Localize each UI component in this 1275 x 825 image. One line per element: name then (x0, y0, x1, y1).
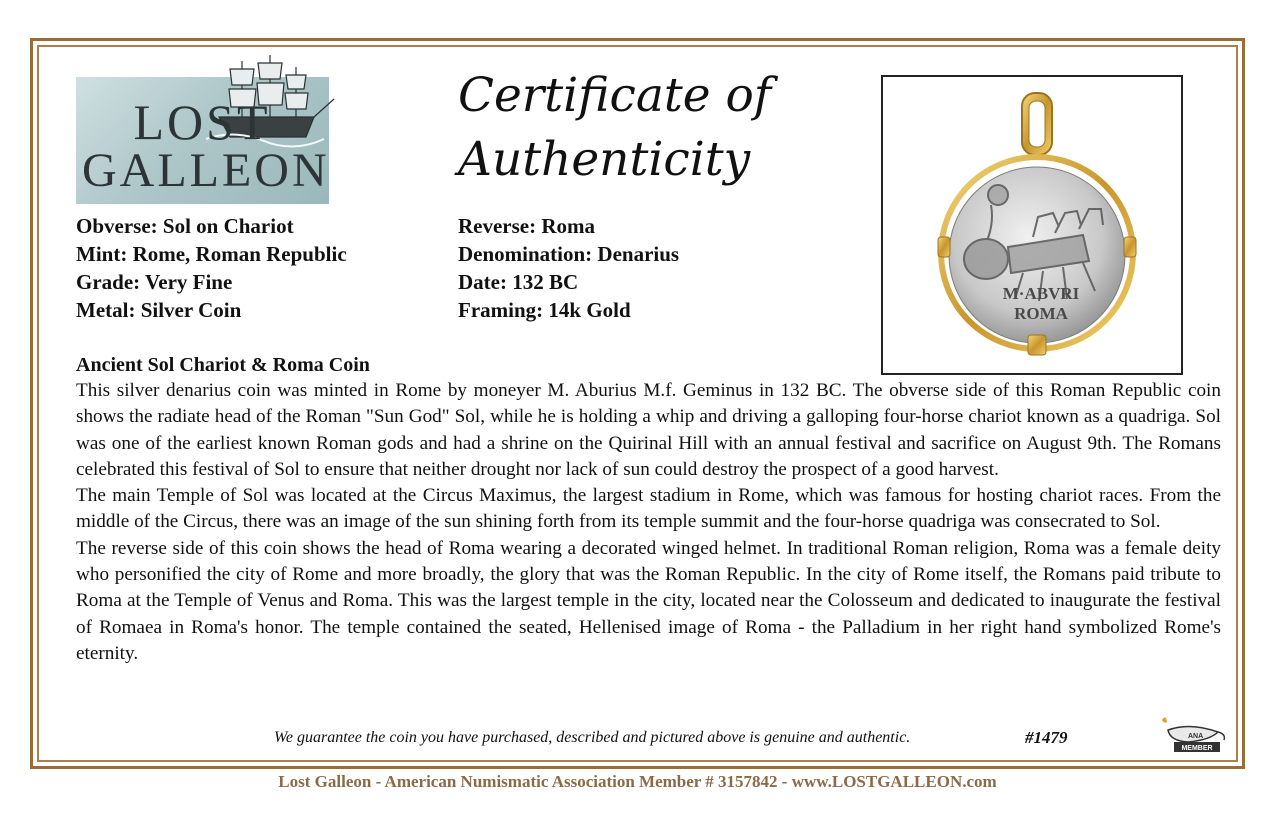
spec-date: Date: 132 BC (458, 270, 579, 294)
ana-member-label: MEMBER (1181, 745, 1213, 752)
spec-obverse: Obverse: Sol on Chariot (76, 214, 294, 238)
oil-lamp-icon (1140, 712, 1230, 758)
description-paragraph: The reverse side of this coin shows the head of Roma wearing a decorated winged helmet. In traditional Roman religion, Roma was a female deity who personified the city of Rome and more broadly, the glory that was the Roman Republic. In the city of Rome itself, the Romans paid tribute to Roma at the Temple of Venus and Roma. This was the largest temple in the city, located near the Colosseum and dedicated to inaugurate the festival of Romaea in Roma's honor. The temple contained the seated, Hellenised image of Roma - the Palladium in her right hand symbolized Rome's eternity. (76, 537, 1221, 664)
spec-mint: Mint: Rome, Roman Republic (76, 242, 347, 266)
lost-galleon-logo (76, 77, 329, 204)
spec-denomination: Denomination: Denarius (458, 242, 680, 266)
spec-metal: Metal: Silver Coin (76, 298, 242, 322)
ana-label: ANA (1188, 733, 1204, 740)
title-line-1: Certificate of (458, 68, 772, 123)
title-line-2: Authenticity (458, 132, 751, 187)
footer-contact: Lost Galleon - American Numismatic Association Member # 3157842 - www.LOSTGALLEON.com (278, 772, 997, 791)
coin-inscription-top: M·ABVRI (1002, 284, 1080, 303)
certificate-number: #1479 (1025, 728, 1068, 747)
description-body (76, 378, 1221, 667)
description-heading: Ancient Sol Chariot & Roma Coin (76, 354, 370, 376)
spec-reverse: Reverse: Roma (458, 214, 596, 238)
spec-grade: Grade: Very Fine (76, 270, 233, 294)
coin-specs-left (76, 212, 347, 324)
logo-word-galleon: GALLEON (82, 144, 330, 197)
coin-pendant-image (881, 75, 1183, 375)
coin-specs-right (458, 212, 679, 324)
description-paragraph: The main Temple of Sol was located at the Circus Maximus, the largest stadium in Rome, which was famous for hosting chariot races. From the middle of the Circus, there was an image of the sun shining forth from its temple summit and the four-horse quadriga was consecrated to Sol. (76, 485, 1221, 533)
coin-pendant-illustration (883, 77, 1181, 373)
ana-member-badge (1140, 712, 1230, 758)
certificate-title (458, 64, 788, 192)
guarantee-statement: We guarantee the coin you have purchased, described and pictured above is genuine and authentic. (274, 729, 911, 746)
coin-inscription-bottom: ROMA (1014, 304, 1068, 323)
logo-word-lost: LOST (133, 94, 271, 150)
description-paragraph: This silver denarius coin was minted in Rome by moneyer M. Aburius M.f. Geminus in 132 BC. The obverse side of this Roman Republic coin shows the radiate head of the Roman "Sun God" Sol, while he is holding a whip and driving a galloping four-horse chariot known as a quadriga. Sol was one of the earliest known Roman gods and had a shrine on the Quirinal Hill with an annual festival and sacrifice on August 9th. The Romans celebrated this festival of Sol to ensure that neither drought nor lack of sun could destroy the prospect of a good harvest. (76, 380, 1221, 480)
spec-framing: Framing: 14k Gold (458, 298, 631, 322)
